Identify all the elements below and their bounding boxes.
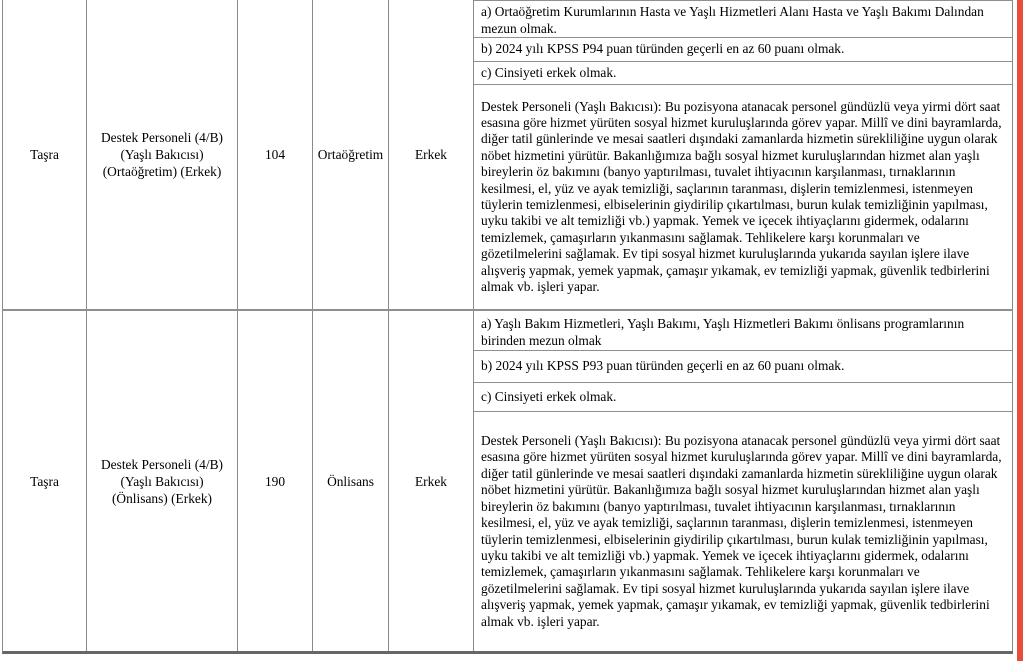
position-title-block bbox=[101, 456, 223, 507]
education-level-text: Önlisans bbox=[327, 473, 374, 489]
location-text: Taşra bbox=[30, 473, 59, 489]
table-row-ortaogretim bbox=[2, 0, 1013, 311]
cell-gender bbox=[389, 0, 474, 309]
quota-value: 190 bbox=[264, 473, 286, 489]
requirement-c: c) Cinsiyeti erkek olmak. bbox=[474, 62, 1012, 85]
cell-gender bbox=[389, 311, 474, 651]
cell-position-title bbox=[87, 0, 238, 309]
requirement-b: b) 2024 yılı KPSS P94 puan türünden geçerli en az 60 puanı olmak. bbox=[474, 38, 1012, 62]
position-title-block bbox=[101, 129, 223, 180]
cell-position-title bbox=[87, 311, 238, 651]
cell-job-description bbox=[474, 85, 1012, 309]
education-level-text: Ortaöğretim bbox=[317, 147, 384, 162]
gender-text: Erkek bbox=[415, 473, 447, 489]
cell-requirements bbox=[474, 311, 1013, 651]
job-postings-table bbox=[2, 0, 1013, 654]
cell-quota bbox=[238, 311, 313, 651]
requirement-a: a) Ortaöğretim Kurumlarının Hasta ve Yaşlı Hizmetleri Alanı Hasta ve Yaşlı Bakımı Dalından mezun olmak. bbox=[474, 0, 1012, 38]
job-description-text: Destek Personeli (Yaşlı Bakıcısı): Bu pozisyona atanacak personel gündüzlü veya yirmi dört saat esasına göre hizmet yürüten sosyal hizmet kuruluşlarında görev yapar. Millî ve dini bayramlarda, diğer tatil günlerinde ve mesai saatleri dışındaki zamanlarda hizmetin sürekliliğine uygun olarak nöbet hizmetini yürütür. Bakanlığımıza bağlı sosyal hizmet kuruluşlarından hizmet alan yaşlı bireylerin öz bakımını (banyo yaptırılması, tuvalet ihtiyacının karşılanması, tırnaklarının kesilmesi, el, yüz ve ayak temizliği, saçlarının taranması, dişlerin temizlenmesi, istenmeyen tüylerin temizlenmesi, elbiselerinin giydirilip çıkartılması, burun kulak temizliğinin yapılması, uyku takibi ve alt temizliği vb.) yapmak. Yemek ve içecek ihtiyaçlarını gidermek, odalarını temizlemek, çamaşırların yıkanmasını sağlamak. Tehlikelere karşı korunmaları ve gözetilmelerini sağlamak. Ev tipi sosyal hizmet kuruluşlarında yukarıda sayılan işlere ilave alışveriş yapmak, yemek yapmak, çamaşır yıkamak, ev temizliği yapmak, güvenlik tedbirlerini almak vb. işleri yapar. bbox=[481, 98, 1002, 295]
cell-education-level bbox=[313, 311, 389, 651]
position-title-line: Destek Personeli (4/B) bbox=[101, 456, 223, 472]
position-title-line: (Yaşlı Bakıcısı) bbox=[120, 473, 204, 489]
table-row-onlisans bbox=[2, 311, 1013, 654]
position-title-line: (Yaşlı Bakıcısı) bbox=[120, 147, 204, 162]
position-title-line: (Önlisans) (Erkek) bbox=[111, 490, 212, 506]
quota-value: 104 bbox=[264, 147, 286, 162]
cell-requirements bbox=[474, 0, 1013, 309]
requirement-c: c) Cinsiyeti erkek olmak. bbox=[474, 383, 1012, 412]
cell-job-description bbox=[474, 412, 1012, 651]
cell-location bbox=[3, 311, 87, 651]
position-title-line: Destek Personeli (4/B) bbox=[101, 130, 223, 145]
position-title-line: (Ortaöğretim) (Erkek) bbox=[102, 164, 222, 179]
location-text: Taşra bbox=[30, 147, 59, 162]
page-edge-marker bbox=[1017, 0, 1023, 661]
requirement-a: a) Yaşlı Bakım Hizmetleri, Yaşlı Bakımı, Yaşlı Hizmetleri Bakımı önlisans programlarının birinden mezun olmak bbox=[474, 311, 1012, 351]
cell-location bbox=[3, 0, 87, 309]
job-description-text: Destek Personeli (Yaşlı Bakıcısı): Bu pozisyona atanacak personel gündüzlü veya yirmi dört saat esasına göre hizmet yürüten sosyal hizmet kuruluşlarında görev yapar. Millî ve dini bayramlarda, diğer tatil günlerinde ve mesai saatleri dışındaki zamanlarda hizmetin sürekliliğine uygun olarak nöbet hizmetini yürütür. Bakanlığımıza bağlı sosyal hizmet kuruluşlarından hizmet alan yaşlı bireylerin öz bakımını (banyo yaptırılması, tuvalet ihtiyacının karşılanması, tırnaklarının kesilmesi, el, yüz ve ayak temizliği, saçlarının taranması, dişlerin temizlenmesi, istenmeyen tüylerin temizlenmesi, elbiselerinin giydirilip çıkartılması, burun kulak temizliğinin yapılması, uyku takibi ve alt temizliği vb.) yapmak. Yemek ve içecek ihtiyaçlarını gidermek, odalarını temizlemek, çamaşırların yıkanmasını sağlamak. Tehlikelere karşı korunmaları ve gözetilmelerini sağlamak. Ev tipi sosyal hizmet kuruluşlarında yukarıda sayılan işlere ilave alışveriş yapmak, yemek yapmak, çamaşır yıkamak, ev temizliği yapmak, güvenlik tedbirlerini almak vb. işleri yapar. bbox=[481, 433, 1002, 629]
cell-quota bbox=[238, 0, 313, 309]
cell-education-level bbox=[313, 0, 389, 309]
requirement-b: b) 2024 yılı KPSS P93 puan türünden geçerli en az 60 puanı olmak. bbox=[474, 351, 1012, 383]
gender-text: Erkek bbox=[415, 147, 447, 162]
